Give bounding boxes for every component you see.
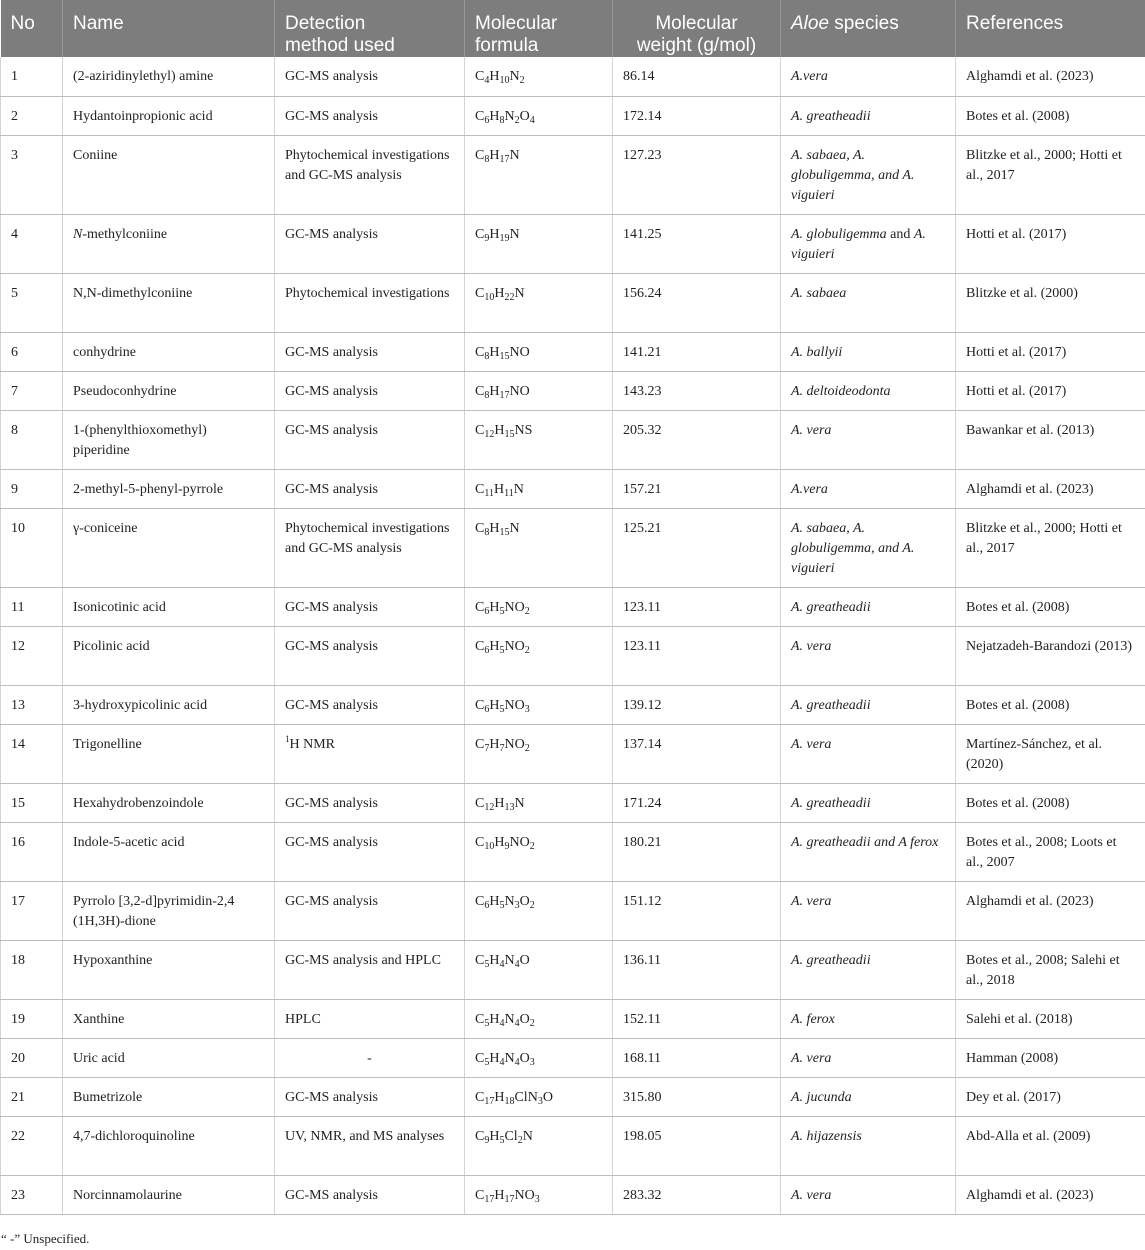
table-row	[1, 57, 1145, 96]
cell-detection-method: GC-MS analysis	[275, 214, 465, 273]
cell-molecular-formula: $C_{17}H_{17}NO_3$	[465, 1175, 613, 1214]
table-row	[1, 1038, 1145, 1077]
cell-molecular-formula: $C_6H_5N_3O_2$	[465, 881, 613, 940]
cell-molecular-formula: $C_{12}H_{15}NS$	[465, 410, 613, 469]
table-row	[1, 469, 1145, 508]
cell-no: 20	[1, 1038, 63, 1077]
cell-aloe-species: A. sabaea	[781, 273, 956, 332]
table-row	[1, 410, 1145, 469]
cell-reference: Nejatzadeh-Barandozi (2013)	[956, 626, 1145, 685]
cell-reference: Hamman (2008)	[956, 1038, 1145, 1077]
cell-no: 1	[1, 57, 63, 96]
cell-reference: Hotti et al. (2017)	[956, 332, 1145, 371]
cell-aloe-species: A.vera	[781, 57, 956, 96]
table-row	[1, 273, 1145, 332]
cell-no: 9	[1, 469, 63, 508]
cell-name: (2-aziridinylethyl) amine	[63, 57, 275, 96]
cell-name: 4,7-dichloroquinoline	[63, 1116, 275, 1175]
cell-detection-method: -	[275, 1038, 465, 1077]
table-row	[1, 822, 1145, 881]
cell-reference: Alghamdi et al. (2023)	[956, 1175, 1145, 1214]
cell-reference: Alghamdi et al. (2023)	[956, 881, 1145, 940]
cell-detection-method: Phytochemical investigations and GC-MS analysis	[275, 135, 465, 214]
cell-reference: Botes et al. (2008)	[956, 96, 1145, 135]
table-row	[1, 587, 1145, 626]
cell-no: 12	[1, 626, 63, 685]
cell-no: 6	[1, 332, 63, 371]
cell-name: Bumetrizole	[63, 1077, 275, 1116]
cell-name: conhydrine	[63, 332, 275, 371]
cell-detection-method: GC-MS analysis	[275, 1175, 465, 1214]
cell-name: Xanthine	[63, 999, 275, 1038]
cell-no: 5	[1, 273, 63, 332]
cell-molecular-formula: $C_8H_{17}N$	[465, 135, 613, 214]
cell-reference: Botes et al. (2008)	[956, 685, 1145, 724]
cell-name: Pseudoconhydrine	[63, 371, 275, 410]
cell-aloe-species: A. greatheadii	[781, 96, 956, 135]
table-row	[1, 626, 1145, 685]
cell-detection-method: $^1$H NMR	[275, 724, 465, 783]
header-molecular-weight: Molecular weight (g/mol)	[613, 0, 781, 57]
table-row	[1, 783, 1145, 822]
cell-detection-method: GC-MS analysis	[275, 332, 465, 371]
cell-reference: Hotti et al. (2017)	[956, 371, 1145, 410]
cell-no: 7	[1, 371, 63, 410]
cell-no: 2	[1, 96, 63, 135]
cell-molecular-weight: 141.25	[613, 214, 781, 273]
cell-no: 19	[1, 999, 63, 1038]
cell-no: 15	[1, 783, 63, 822]
cell-aloe-species: A. greatheadii	[781, 940, 956, 999]
cell-molecular-weight: 152.11	[613, 999, 781, 1038]
cell-name: Hydantoinpropionic acid	[63, 96, 275, 135]
cell-molecular-weight: 141.21	[613, 332, 781, 371]
table-row	[1, 1175, 1145, 1214]
cell-molecular-formula: $C_6H_5NO_2$	[465, 587, 613, 626]
cell-name: N-methylconiine	[63, 214, 275, 273]
cell-name: Hexahydrobenzoindole	[63, 783, 275, 822]
cell-no: 17	[1, 881, 63, 940]
cell-aloe-species: A. vera	[781, 410, 956, 469]
cell-no: 13	[1, 685, 63, 724]
cell-name: Hypoxanthine	[63, 940, 275, 999]
cell-molecular-formula: $C_7H_7NO_2$	[465, 724, 613, 783]
cell-name: Uric acid	[63, 1038, 275, 1077]
cell-name: Trigonelline	[63, 724, 275, 783]
cell-molecular-weight: 198.05	[613, 1116, 781, 1175]
cell-molecular-weight: 137.14	[613, 724, 781, 783]
cell-aloe-species: A. vera	[781, 626, 956, 685]
cell-molecular-weight: 136.11	[613, 940, 781, 999]
cell-reference: Botes et al., 2008; Loots et al., 2007	[956, 822, 1145, 881]
cell-aloe-species: A. greatheadii	[781, 685, 956, 724]
cell-reference: Hotti et al. (2017)	[956, 214, 1145, 273]
cell-name: Indole-5-acetic acid	[63, 822, 275, 881]
cell-reference: Blitzke et al., 2000; Hotti et al., 2017	[956, 135, 1145, 214]
cell-reference: Bawankar et al. (2013)	[956, 410, 1145, 469]
cell-aloe-species: A. hijazensis	[781, 1116, 956, 1175]
cell-aloe-species: A. sabaea, A. globuligemma, and A. viguieri	[781, 135, 956, 214]
cell-no: 18	[1, 940, 63, 999]
cell-molecular-formula: $C_6H_8N_2O_4$	[465, 96, 613, 135]
cell-molecular-weight: 125.21	[613, 508, 781, 587]
table-row	[1, 332, 1145, 371]
cell-reference: Blitzke et al., 2000; Hotti et al., 2017	[956, 508, 1145, 587]
cell-aloe-species: A. greatheadii	[781, 783, 956, 822]
cell-name: Isonicotinic acid	[63, 587, 275, 626]
cell-name: γ-coniceine	[63, 508, 275, 587]
cell-detection-method: GC-MS analysis	[275, 685, 465, 724]
cell-molecular-formula: $C_{10}H_9NO_2$	[465, 822, 613, 881]
cell-molecular-weight: 123.11	[613, 587, 781, 626]
header-detection-method: Detection method used	[275, 0, 465, 57]
cell-reference: Dey et al. (2017)	[956, 1077, 1145, 1116]
cell-reference: Botes et al. (2008)	[956, 783, 1145, 822]
cell-molecular-weight: 168.11	[613, 1038, 781, 1077]
cell-reference: Alghamdi et al. (2023)	[956, 57, 1145, 96]
table-footnote: “ -” Unspecified.	[1, 1231, 90, 1246]
header-row	[1, 0, 1145, 57]
cell-molecular-weight: 315.80	[613, 1077, 781, 1116]
table-row	[1, 135, 1145, 214]
cell-molecular-weight: 86.14	[613, 57, 781, 96]
cell-detection-method: HPLC	[275, 999, 465, 1038]
cell-name: 2-methyl-5-phenyl-pyrrole	[63, 469, 275, 508]
cell-no: 4	[1, 214, 63, 273]
cell-aloe-species: A. deltoideodonta	[781, 371, 956, 410]
cell-molecular-formula: $C_9H_{19}N$	[465, 214, 613, 273]
cell-detection-method: UV, NMR, and MS analyses	[275, 1116, 465, 1175]
cell-aloe-species: A. ballyii	[781, 332, 956, 371]
cell-no: 10	[1, 508, 63, 587]
cell-molecular-formula: $C_9H_5Cl_2N$	[465, 1116, 613, 1175]
cell-reference: Salehi et al. (2018)	[956, 999, 1145, 1038]
cell-name: Norcinnamolaurine	[63, 1175, 275, 1214]
cell-aloe-species: A. globuligemma and A. viguieri	[781, 214, 956, 273]
cell-detection-method: GC-MS analysis	[275, 626, 465, 685]
cell-detection-method: GC-MS analysis	[275, 881, 465, 940]
cell-molecular-formula: $C_6H_5NO_3$	[465, 685, 613, 724]
cell-molecular-weight: 156.24	[613, 273, 781, 332]
cell-name: 3-hydroxypicolinic acid	[63, 685, 275, 724]
cell-reference: Botes et al., 2008; Salehi et al., 2018	[956, 940, 1145, 999]
cell-molecular-formula: $C_5H_4N_4O_2$	[465, 999, 613, 1038]
table-row	[1, 940, 1145, 999]
cell-no: 22	[1, 1116, 63, 1175]
cell-detection-method: Phytochemical investigations	[275, 273, 465, 332]
cell-detection-method: Phytochemical investigations and GC-MS analysis	[275, 508, 465, 587]
cell-detection-method: GC-MS analysis	[275, 371, 465, 410]
cell-molecular-weight: 180.21	[613, 822, 781, 881]
cell-reference: Abd-Alla et al. (2009)	[956, 1116, 1145, 1175]
cell-aloe-species: A. vera	[781, 1175, 956, 1214]
cell-molecular-formula: $C_4H_{10}N_2$	[465, 57, 613, 96]
cell-detection-method: GC-MS analysis	[275, 1077, 465, 1116]
cell-aloe-species: A.vera	[781, 469, 956, 508]
cell-molecular-formula: $C_5H_4N_4O_3$	[465, 1038, 613, 1077]
cell-detection-method: GC-MS analysis	[275, 783, 465, 822]
cell-aloe-species: A. ferox	[781, 999, 956, 1038]
cell-detection-method: GC-MS analysis	[275, 587, 465, 626]
cell-name: 1-(phenylthioxomethyl) piperidine	[63, 410, 275, 469]
table-row	[1, 1077, 1145, 1116]
cell-no: 16	[1, 822, 63, 881]
cell-molecular-weight: 143.23	[613, 371, 781, 410]
cell-molecular-formula: $C_{11}H_{11}N$	[465, 469, 613, 508]
cell-molecular-weight: 283.32	[613, 1175, 781, 1214]
cell-molecular-weight: 157.21	[613, 469, 781, 508]
cell-detection-method: GC-MS analysis	[275, 469, 465, 508]
cell-detection-method: GC-MS analysis	[275, 57, 465, 96]
cell-name: Pyrrolo [3,2-d]pyrimidin-2,4 (1H,3H)-dione	[63, 881, 275, 940]
cell-detection-method: GC-MS analysis	[275, 96, 465, 135]
cell-molecular-weight: 139.12	[613, 685, 781, 724]
header-references: References	[956, 0, 1145, 57]
cell-reference: Martínez-Sánchez, et al. (2020)	[956, 724, 1145, 783]
cell-no: 11	[1, 587, 63, 626]
cell-molecular-formula: $C_{17}H_{18}ClN_3O$	[465, 1077, 613, 1116]
cell-aloe-species: A. jucunda	[781, 1077, 956, 1116]
cell-aloe-species: A. greatheadii and A ferox	[781, 822, 956, 881]
cell-molecular-weight: 171.24	[613, 783, 781, 822]
cell-aloe-species: A. greatheadii	[781, 587, 956, 626]
table-row	[1, 508, 1145, 587]
cell-molecular-weight: 151.12	[613, 881, 781, 940]
cell-detection-method: GC-MS analysis	[275, 410, 465, 469]
table-row	[1, 371, 1145, 410]
cell-name: Coniine	[63, 135, 275, 214]
cell-reference: Blitzke et al. (2000)	[956, 273, 1145, 332]
cell-aloe-species: A. vera	[781, 881, 956, 940]
table-row	[1, 724, 1145, 783]
cell-molecular-formula: $C_8H_{17}NO$	[465, 371, 613, 410]
header-aloe-species: Aloe species	[781, 0, 956, 57]
cell-molecular-weight: 123.11	[613, 626, 781, 685]
header-no: No	[1, 0, 63, 57]
header-molecular-formula: Molecular formula	[465, 0, 613, 57]
header-name: Name	[63, 0, 275, 57]
table-row	[1, 214, 1145, 273]
cell-no: 23	[1, 1175, 63, 1214]
cell-detection-method: GC-MS analysis and HPLC	[275, 940, 465, 999]
cell-aloe-species: A. sabaea, A. globuligemma, and A. viguieri	[781, 508, 956, 587]
cell-molecular-formula: $C_8H_{15}N$	[465, 508, 613, 587]
cell-no: 21	[1, 1077, 63, 1116]
cell-aloe-species: A. vera	[781, 724, 956, 783]
cell-molecular-formula: $C_8H_{15}NO$	[465, 332, 613, 371]
cell-reference: Botes et al. (2008)	[956, 587, 1145, 626]
cell-name: Picolinic acid	[63, 626, 275, 685]
cell-no: 14	[1, 724, 63, 783]
cell-reference: Alghamdi et al. (2023)	[956, 469, 1145, 508]
cell-name: N,N-dimethylconiine	[63, 273, 275, 332]
cell-molecular-formula: $C_{12}H_{13}N$	[465, 783, 613, 822]
table-row	[1, 96, 1145, 135]
cell-detection-method: GC-MS analysis	[275, 822, 465, 881]
cell-no: 8	[1, 410, 63, 469]
table-row	[1, 999, 1145, 1038]
cell-aloe-species: A. vera	[781, 1038, 956, 1077]
cell-molecular-weight: 127.23	[613, 135, 781, 214]
cell-molecular-formula: $C_5H_4N_4O$	[465, 940, 613, 999]
table-row	[1, 1116, 1145, 1175]
cell-no: 3	[1, 135, 63, 214]
table-row	[1, 685, 1145, 724]
cell-molecular-formula: $C_6H_5NO_2$	[465, 626, 613, 685]
cell-molecular-weight: 205.32	[613, 410, 781, 469]
table-row	[1, 881, 1145, 940]
cell-molecular-weight: 172.14	[613, 96, 781, 135]
cell-molecular-formula: $C_{10}H_{22}N$	[465, 273, 613, 332]
